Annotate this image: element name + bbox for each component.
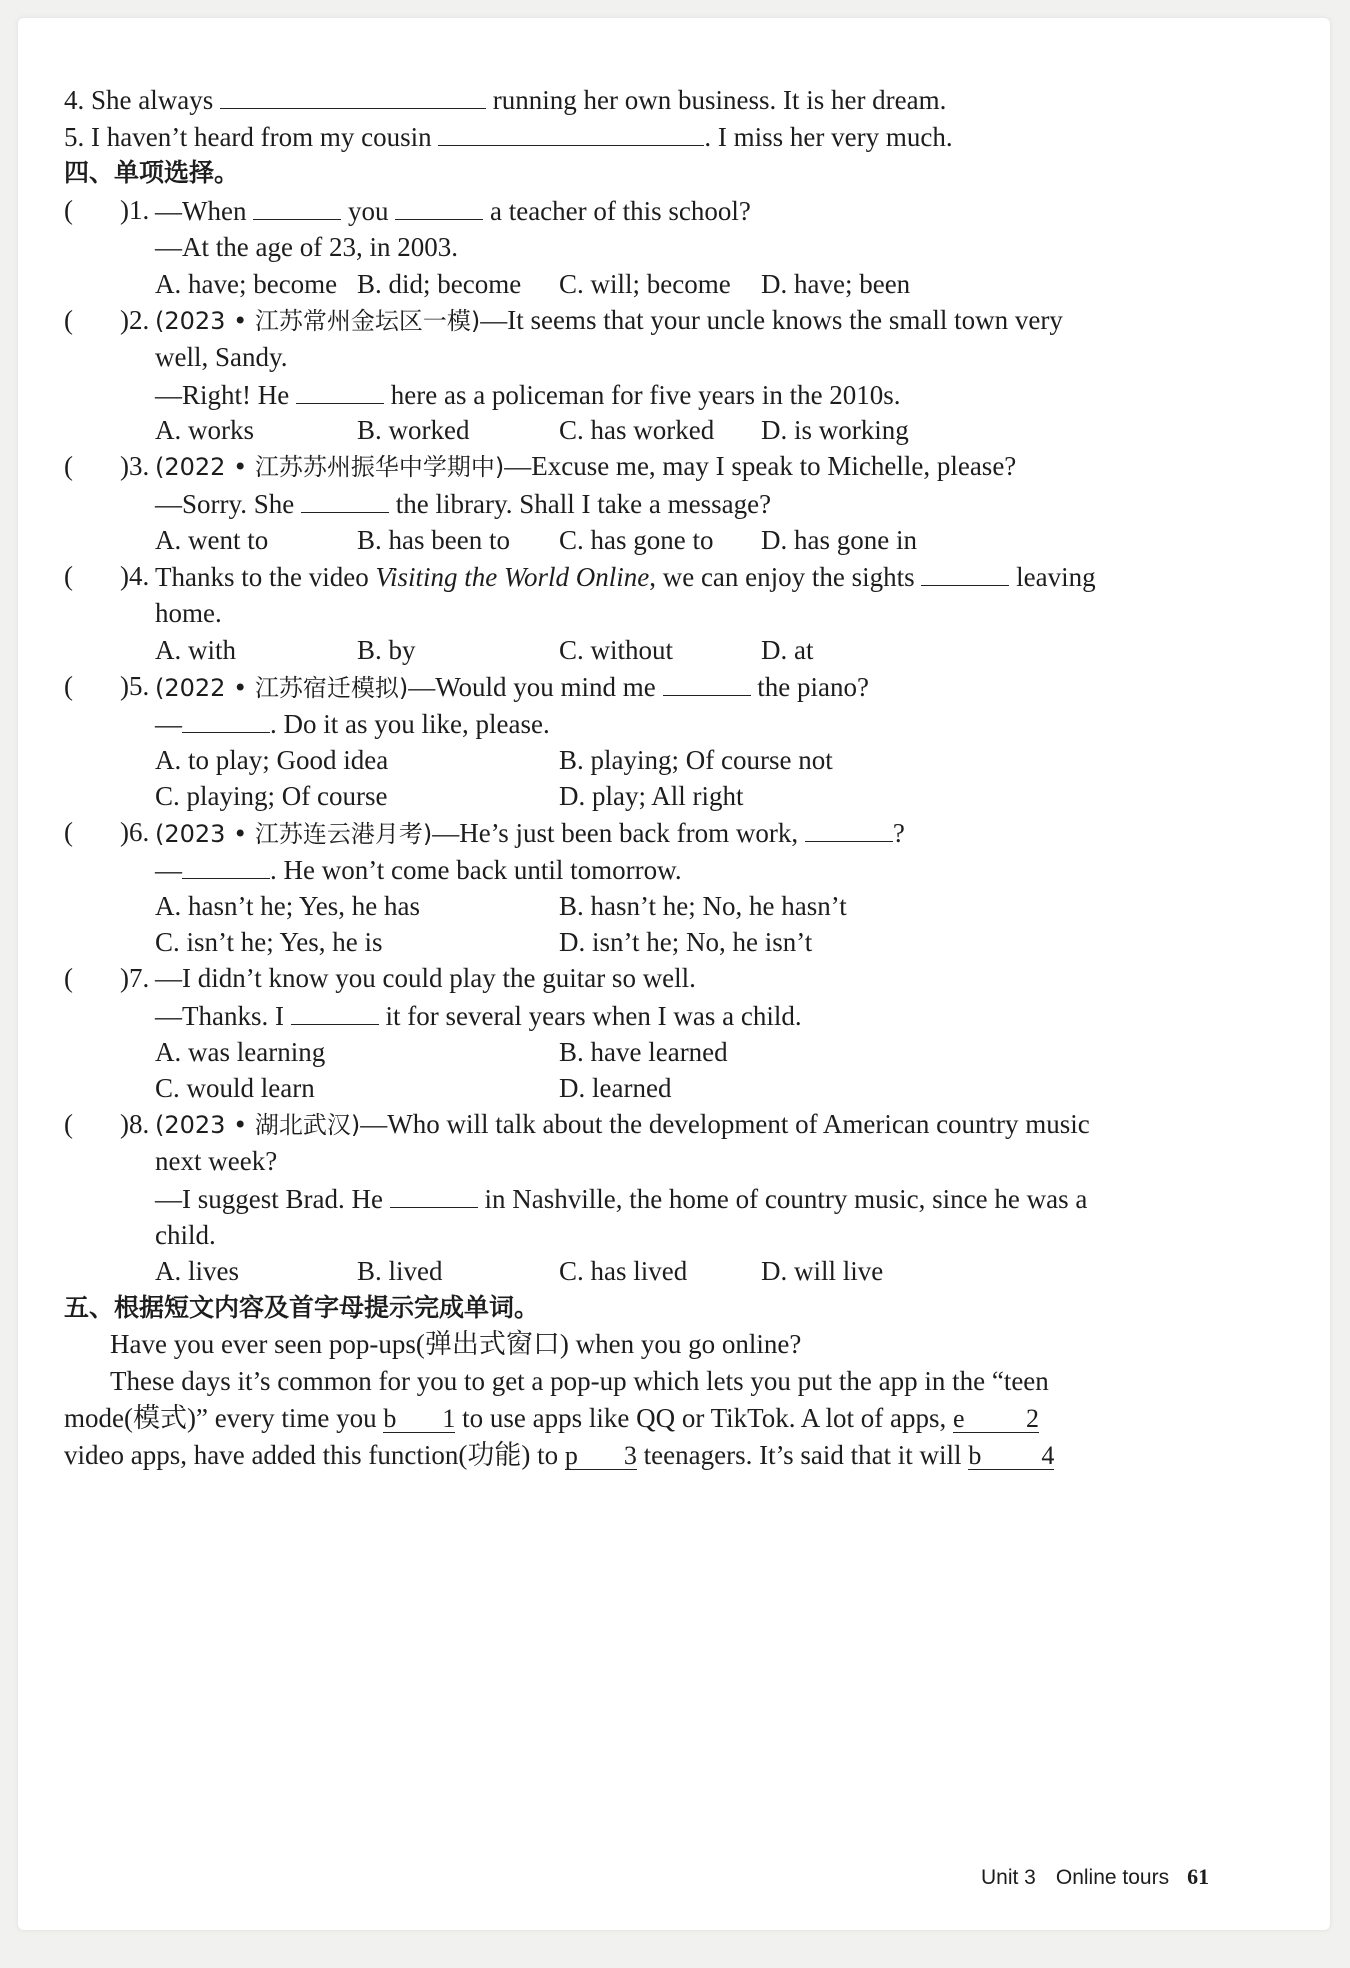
answer-blank[interactable] [805,815,893,842]
answer-blank[interactable] [291,998,379,1025]
answer-line: —Sorry. She the library. Shall I take a message? [155,486,771,521]
answer-blank[interactable] [182,706,270,733]
source-tag: (2023 • 湖北武汉) [155,1111,361,1139]
question-text: —When you a teacher of this school? [155,193,751,228]
answer-blank[interactable]: b 1 [383,1404,456,1433]
option-b[interactable]: B. worked [357,415,470,445]
unit-label: Unit 3 [981,1866,1036,1889]
option-a[interactable]: A. lives [155,1256,239,1286]
line-text: running her own business. It is her dream. [485,85,947,115]
source-tag: (2023 • 江苏连云港月考) [155,820,433,848]
question-number: )8. [120,1109,150,1139]
question-number: )7. [120,963,150,993]
answer-line: —I suggest Brad. He in Nashville, the home of country music, since he was a [155,1181,993,1216]
section-title: 五、根据短文内容及首字母提示完成单词。 [64,1293,540,1322]
option-d[interactable]: D. is working [761,415,909,445]
fill-line-4 [64,82,946,117]
option-d[interactable]: D. learned [559,1073,672,1103]
answer-blank[interactable] [301,486,389,513]
question-number: )6. [120,817,150,847]
answer-blank[interactable] [438,119,704,146]
unit-title: Online tours [1055,1866,1170,1889]
option-d[interactable]: D. at [761,635,814,665]
answer-line: — . Do it as you like, please. [155,706,550,741]
answer-paren[interactable]: ( [64,817,73,847]
answer-paren[interactable]: ( [64,195,73,225]
answer-blank[interactable]: e 2 [953,1404,1040,1433]
option-b[interactable]: B. hasn’t he; No, he hasn’t [559,891,847,921]
option-a[interactable]: A. was learning [155,1037,326,1067]
answer-paren[interactable]: ( [64,963,73,993]
option-a[interactable]: A. went to [155,525,269,555]
answer-line: child. [155,1220,216,1250]
option-c[interactable]: C. will; become [559,269,731,299]
line-text: 4. She always [64,85,220,115]
line-text: . I miss her very much. [704,122,953,152]
option-d[interactable]: D. has gone in [761,525,917,555]
line-text: 5. I haven’t heard from my cousin [64,122,439,152]
question-text: (2023 • 湖北武汉)—Who will talk about the development of American country music [155,1109,1090,1139]
page-number: 61 [1187,1864,1210,1889]
source-tag: (2023 • 江苏常州金坛区一模) [155,307,481,335]
option-b[interactable]: B. by [357,635,416,665]
section-title: 四、单项选择。 [64,158,240,187]
option-d[interactable]: D. play; All right [559,781,744,811]
option-a[interactable]: A. to play; Good idea [155,745,389,775]
answer-line: —Right! He here as a policeman for five years in the 2010s. [155,377,901,412]
source-tag: (2022 • 江苏宿迁模拟) [155,674,409,702]
question-text: —I didn’t know you could play the guitar so well. [155,963,696,993]
answer-paren[interactable]: ( [64,451,73,481]
option-d[interactable]: D. isn’t he; No, he isn’t [559,927,813,957]
option-b[interactable]: B. playing; Of course not [559,745,833,775]
source-tag: (2022 • 江苏苏州振华中学期中) [155,453,505,481]
answer-blank[interactable] [395,193,483,220]
option-c[interactable]: C. has gone to [559,525,714,555]
answer-blank[interactable]: p 3 [564,1441,637,1470]
answer-paren[interactable]: ( [64,561,73,591]
page-footer [981,1863,1209,1892]
option-b[interactable]: B. have learned [559,1037,728,1067]
answer-blank[interactable] [663,669,751,696]
option-c[interactable]: C. without [559,635,674,665]
option-c[interactable]: C. would learn [155,1073,315,1103]
fill-line-5 [64,119,953,154]
passage-line: mode(模式)” every time you b 1 to use apps like QQ or TikTok. A lot of apps, e 2 [64,1403,1040,1433]
workbook-page [18,18,1330,1930]
question-number: )1. [120,195,150,225]
option-a[interactable]: A. with [155,635,236,665]
option-a[interactable]: A. hasn’t he; Yes, he has [155,891,420,921]
option-a[interactable]: A. works [155,415,254,445]
passage-line: video apps, have added this function(功能) to p 3 teenagers. It’s said that it will b 4 [64,1440,1055,1470]
question-number: )3. [120,451,150,481]
answer-paren[interactable]: ( [64,671,73,701]
option-c[interactable]: C. has worked [559,415,715,445]
option-d[interactable]: D. will live [761,1256,884,1286]
option-b[interactable]: B. lived [357,1256,443,1286]
question-number: )4. [120,561,150,591]
passage-line: These days it’s common for you to get a pop-up which lets you put the app in the “teen [110,1366,1049,1396]
option-c[interactable]: C. isn’t he; Yes, he is [155,927,383,957]
option-d[interactable]: D. have; been [761,269,911,299]
question-text: Thanks to the video Visiting the World Online, we can enjoy the sights leaving [155,559,993,594]
answer-line: — . He won’t come back until tomorrow. [155,852,682,887]
answer-blank[interactable]: b 4 [968,1441,1055,1470]
question-number: )5. [120,671,150,701]
answer-line: —At the age of 23, in 2003. [155,232,458,262]
answer-blank[interactable] [220,82,486,109]
answer-paren[interactable]: ( [64,305,73,335]
answer-blank[interactable] [296,377,384,404]
question-text: (2022 • 江苏宿迁模拟)—Would you mind me the piano? [155,669,869,705]
answer-line: —Thanks. I it for several years when I was a child. [155,998,802,1033]
answer-blank[interactable] [390,1181,478,1208]
question-text: (2023 • 江苏常州金坛区一模)—It seems that your uncle knows the small town very [155,305,1063,335]
question-text: next week? [155,1146,278,1176]
question-text: well, Sandy. [155,342,288,372]
answer-paren[interactable]: ( [64,1109,73,1139]
answer-blank[interactable] [182,852,270,879]
option-b[interactable]: B. did; become [357,269,522,299]
video-title: Visiting the World Online [375,562,650,592]
option-c[interactable]: C. has lived [559,1256,688,1286]
question-text: (2023 • 江苏连云港月考)—He’s just been back from work, ? [155,815,905,851]
option-c[interactable]: C. playing; Of course [155,781,388,811]
question-number: )2. [120,305,150,335]
question-text: (2022 • 江苏苏州振华中学期中)—Excuse me, may I speak to Michelle, please? [155,451,1017,481]
answer-blank[interactable] [921,559,1009,586]
answer-blank[interactable] [253,193,341,220]
question-text: home. [155,598,222,628]
passage-line: Have you ever seen pop-ups(弹出式窗口) when you go online? [110,1329,802,1359]
option-b[interactable]: B. has been to [357,525,510,555]
option-a[interactable]: A. have; become [155,269,338,299]
